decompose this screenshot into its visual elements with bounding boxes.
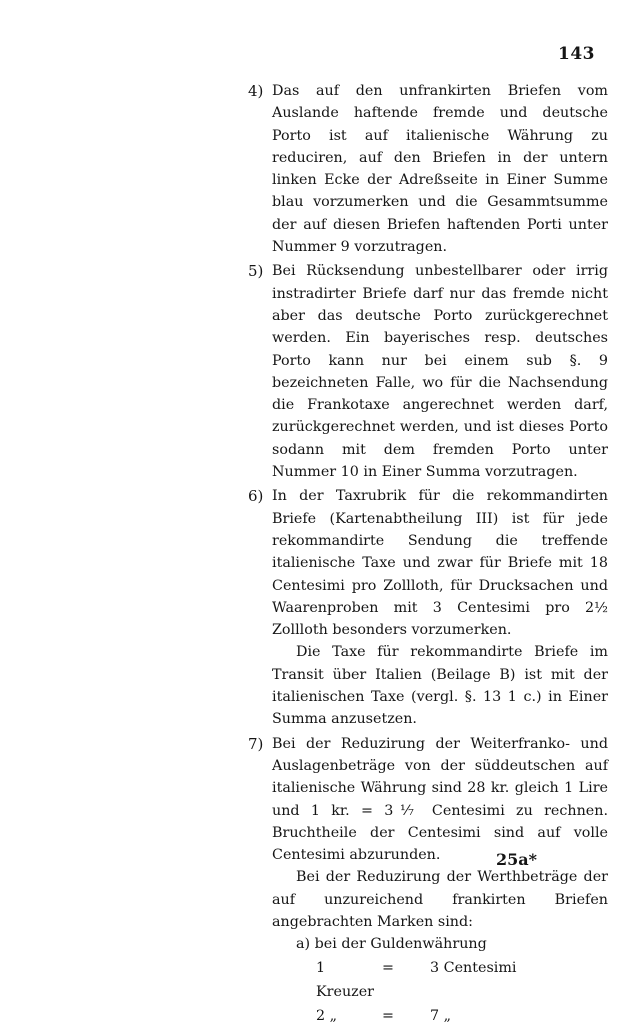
conversion-row: [316, 1004, 608, 1028]
regulation-item-4: [248, 80, 608, 258]
conversion-equals: =: [382, 959, 394, 976]
item-text: Das auf den unfrankirten Briefen vom Auslande haftende fremde und deutsche Porto ist auf italienische Währung zu reduciren, auf den Briefen in der untern linken Ecke der Adreßseite in Einer Summe blau vorzumerken und die Gesammtsumme der auf diesen Briefen haftenden Porti unter Nummer 9 vorzutragen.: [272, 83, 608, 256]
item-text: In der Taxrubrik für die rekommandirten Briefe (Kartenabtheilung III) ist für jede rekommandirte Sendung die treffende italienische Taxe und zwar für Briefe mit 18 Centesimi pro Zollloth, für Drucksachen und Waarenproben mit 3 Centesimi pro 2½ Zollloth besonders vorzumerken.: [272, 488, 608, 639]
sub-item-label: a) bei der Guldenwährung: [296, 936, 487, 953]
regulation-list: [248, 80, 608, 1030]
regulation-item-6: [248, 485, 608, 730]
page-number: 143: [558, 44, 595, 64]
conversion-left: 1 Kreuzer: [316, 959, 375, 1000]
item-paragraph: Die Taxe für rekommandirte Briefe im Transit über Italien (Beilage B) ist mit der italienischen Taxe (vergl. §. 13 1 c.) in Einer Summa anzusetzen.: [272, 644, 608, 728]
item-number: 4): [248, 82, 264, 100]
item-number: 5): [248, 262, 264, 281]
printer-signature: 25a*: [496, 850, 537, 869]
item-paragraph: Bei der Reduzirung der Werthbeträge der auf unzureichend frankirten Briefen angebrachten Marken sind:: [272, 869, 608, 930]
conversion-equals: =: [382, 1007, 394, 1024]
conversion-row: [316, 956, 608, 1004]
conversion-right: 3 Centesimi: [430, 959, 517, 976]
item-text: Bei der Reduzirung der Weiterfranko- und Auslagenbeträge von der süddeutschen auf italienische Währung sind 28 kr. gleich 1 Lire und 1 kr. = 3⅐ Centesimi zu rechnen. Bruchtheile der Centesimi sind auf volle Centesimi abzurunden.: [272, 735, 608, 864]
conversion-right: 7 „: [430, 1007, 452, 1024]
conversion-left: 2 „: [316, 1007, 338, 1024]
regulation-item-7: [248, 733, 608, 1028]
item-number: 6): [248, 487, 264, 506]
regulation-item-5: [248, 260, 608, 483]
item-text: Bei Rücksendung unbestellbarer oder irrig instradirter Briefe darf nur das fremde nicht aber das deutsche Porto zurückgerechnet werden. Ein bayerisches resp. deutsches Porto kann nur bei einem sub §. 9 bezeichneten Falle, wo für die Nachsendung die Frankotaxe angerechnet werden darf, zurückgerechnet werden, und ist dieses Porto sodann mit dem fremden Porto unter Nummer 10 in Einer Summa vorzutragen.: [272, 263, 608, 481]
item-number: 7): [248, 734, 264, 753]
